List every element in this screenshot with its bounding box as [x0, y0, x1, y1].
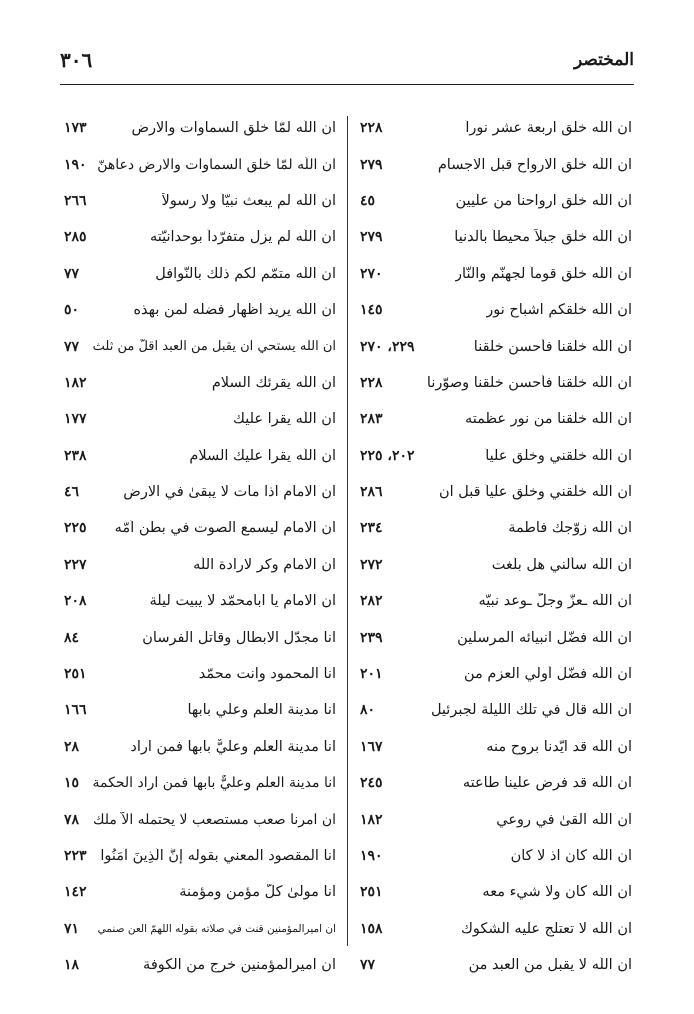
- entry-page-number: ٢٠١: [360, 666, 383, 683]
- index-entry: [62, 474, 336, 510]
- index-entry: [62, 801, 336, 837]
- entry-text: ان اللّه لا تعتلج عليه الشكوك: [460, 920, 632, 937]
- entry-text: ان اميرالمؤمنين قنت في صلاته بقوله اللّهمّ العن صنمي: [97, 922, 336, 935]
- index-entry: [62, 765, 336, 801]
- entry-page-number: ٢٧٢: [360, 556, 383, 573]
- entry-page-number: ٥٠: [64, 302, 80, 319]
- entry-text: ان اللّه خلقني وخلق علياً قبل ان: [439, 484, 632, 501]
- index-entry: [358, 947, 632, 983]
- entry-page-number: ٢٤٥: [360, 775, 383, 792]
- entry-text: ان اللّه قد فرض علينا طاعته: [462, 775, 632, 792]
- entry-page-number: ٢٢٨: [360, 374, 383, 391]
- entry-text: انا المحمود وانت محمّد: [198, 666, 336, 683]
- entry-page-number: ٢٨٣: [360, 411, 383, 428]
- entry-text: ان اللّه خلقنا من نور عظمته: [464, 411, 632, 428]
- entry-page-number: ١٩٠: [64, 156, 87, 173]
- entry-text: ان اللّه قال في تلك الليلة لجبرئيل: [430, 702, 632, 719]
- index-entry: [62, 110, 336, 146]
- index-entry: [62, 183, 336, 219]
- entry-text: ان اللّه يريد اظهار فضله لمن بهذه: [133, 302, 336, 319]
- index-entry: [62, 583, 336, 619]
- entry-text: ان اللّه يستحي ان يقبل من العبد اقلّ من ثلث: [92, 339, 336, 355]
- column-divider: [347, 116, 348, 946]
- entry-text: ان اللّه لا يقبل من العبد من: [468, 957, 632, 974]
- entry-text: انا مدينة العلم وعليٌّ بابها فمن اراد الحكمة: [92, 775, 336, 792]
- entry-page-number: ٢٢٩، ٢٧٠: [360, 338, 415, 355]
- index-entry: [62, 256, 336, 292]
- entry-page-number: ١٨: [64, 957, 80, 974]
- entry-text: ان الامام ليسمع الصوت في بطن اُمّه: [114, 520, 336, 537]
- entry-text: ان اللّه القىٰ في روعي: [496, 811, 632, 828]
- entry-text: ان اللّه فضّل أولي العزم من: [464, 666, 632, 683]
- entry-text: ان اللّه متمّم لكم ذلك بالنّوافل: [155, 265, 336, 282]
- index-column-left: [62, 110, 336, 983]
- entry-page-number: ٢٥١: [64, 666, 87, 683]
- entry-text: ان اللّه خلق قوماً لجهنّم والنّار: [455, 265, 632, 282]
- entry-page-number: ٢٢٧: [64, 556, 87, 573]
- entry-page-number: ٢٦٦: [64, 192, 87, 209]
- entry-text: ان اللّه خلق اربعة عشر نوراً: [465, 120, 632, 137]
- index-entry: [358, 619, 632, 655]
- index-entry: [62, 947, 336, 983]
- entry-text: ان اللّه لمّا خلق السماوات والارض: [131, 120, 336, 137]
- index-entry: [358, 547, 632, 583]
- index-entry: [62, 838, 336, 874]
- index-entry: [358, 510, 632, 546]
- entry-page-number: ٢٧٩: [360, 156, 383, 173]
- entry-page-number: ١٦٦: [64, 702, 87, 719]
- index-entry: [62, 365, 336, 401]
- index-entry: [358, 474, 632, 510]
- entry-page-number: ٢٢٨: [360, 120, 383, 137]
- entry-text: ان اللّه سألني هل بلّغت: [491, 556, 632, 573]
- entry-text: ان اللّه كان ولا شيء معه: [482, 884, 632, 901]
- entry-text: ان اميرالمؤمنين خرج من الكوفة: [143, 957, 336, 974]
- index-entry: [358, 438, 632, 474]
- entry-page-number: ٢٣٤: [360, 520, 383, 537]
- index-entry: [358, 911, 632, 947]
- entry-text: ان الامام اذا مات لا يبقىٰ في الارض: [123, 484, 336, 501]
- entry-page-number: ٤٥: [360, 192, 376, 209]
- index-entry: [358, 256, 632, 292]
- entry-page-number: ٧٧: [64, 265, 80, 282]
- entry-text: ان الامام يا ابامحمّد لا يبيت ليلة: [149, 593, 336, 610]
- entry-page-number: ٧٧: [360, 957, 376, 974]
- entry-page-number: ١٦٧: [360, 738, 383, 755]
- index-entry: [358, 765, 632, 801]
- entry-page-number: ٢٣٩: [360, 629, 383, 646]
- index-entry: [62, 510, 336, 546]
- entry-page-number: ٢٢٣: [64, 848, 87, 864]
- index-entry: [358, 110, 632, 146]
- entry-text: ان اللّه يقرئك السلام: [211, 374, 336, 391]
- entry-text: ان اللّه فضّل انبيائه المرسلين: [457, 629, 632, 646]
- entry-text: ان اللّه ـعزّ وجلّ ـوعد نبيّه: [478, 593, 632, 610]
- entry-text: انا مدينة العلم وعليٌّ بابها فمن اراد: [130, 738, 336, 755]
- entry-text: ان اللّه لمّا خلق السماوات والارض دعاهنّ: [97, 156, 336, 173]
- page-number: ٣٠٦: [60, 48, 93, 72]
- index-entry: [62, 656, 336, 692]
- entry-page-number: ٢٠٨: [64, 593, 87, 610]
- entry-page-number: ١٧٧: [64, 411, 87, 428]
- index-entry: [358, 692, 632, 728]
- entry-page-number: ٢٧٠: [360, 265, 383, 282]
- entry-page-number: ٢٠٢، ٢٢٥: [360, 447, 415, 464]
- index-entry: [358, 656, 632, 692]
- entry-text: ان اللّه خلق ارواحنا من علّيين: [455, 192, 632, 209]
- entry-text: ان اللّه يقرا عليك: [233, 411, 336, 428]
- entry-page-number: ١٥٨: [360, 920, 383, 937]
- entry-page-number: ٧١: [64, 920, 80, 937]
- entry-text: انا مجدّل الابطال وقاتل الفرسان: [142, 629, 336, 646]
- entry-page-number: ٢٥١: [360, 884, 383, 901]
- index-entry: [62, 438, 336, 474]
- index-entry: [358, 146, 632, 182]
- entry-page-number: ١٧٣: [64, 120, 87, 137]
- entry-text: ان اللّه يقرا عليك السلام: [189, 447, 336, 464]
- index-entry: [358, 219, 632, 255]
- entry-page-number: ٢٢٥: [64, 520, 87, 537]
- index-entry: [358, 729, 632, 765]
- index-entry: [62, 292, 336, 328]
- index-entry: [358, 183, 632, 219]
- index-entry: [62, 692, 336, 728]
- index-entry: [62, 146, 336, 182]
- index-entry: [62, 619, 336, 655]
- entry-page-number: ١٨٢: [360, 811, 383, 828]
- entry-text: ان اللّه قد ايّدنا بروح منه: [486, 738, 632, 755]
- index-entry: [358, 365, 632, 401]
- entry-page-number: ٢٨: [64, 738, 80, 755]
- entry-text: ان اللّه خلقنا فأحسن خلقنا وصوّرنا: [426, 374, 632, 391]
- entry-page-number: ٢٣٨: [64, 447, 87, 464]
- index-entry: [358, 328, 632, 364]
- index-column-right: [358, 110, 632, 983]
- page-header: [60, 48, 634, 80]
- entry-text: ان اللّه خلق جبلاً محيطاً بالدنيا: [454, 229, 632, 246]
- entry-page-number: ٨٠: [360, 702, 376, 719]
- entry-page-number: ٨٤: [64, 629, 80, 646]
- index-entry: [62, 911, 336, 947]
- entry-page-number: ٢٧٩: [360, 229, 383, 246]
- index-entry: [358, 583, 632, 619]
- entry-page-number: ١٨٢: [64, 374, 87, 391]
- entry-page-number: ٢٨٢: [360, 593, 383, 610]
- entry-text: ان اللّه خلقني وخلق علياً: [485, 447, 632, 464]
- entry-text: ان اللّه زوّجك فاطمة: [508, 520, 632, 537]
- entry-text: ان اللّه لم يزل متفرّداً بوحدانيّته: [149, 229, 336, 246]
- index-entry: [358, 838, 632, 874]
- entry-text: ان الامام وكر لارادة اللّه: [193, 556, 336, 573]
- entry-text: ان اللّه خلق الارواح قبل الاجسام: [437, 156, 632, 173]
- entry-page-number: ٧٨: [64, 811, 80, 828]
- entry-text: ان اللّه لم يبعث نبيّاً ولا رسولاً: [161, 192, 336, 209]
- entry-text: ان امرنا صعب مستصعب لا يحتمله الاّ ملك: [92, 811, 336, 828]
- index-entry: [62, 874, 336, 910]
- index-entry: [358, 874, 632, 910]
- entry-page-number: ٢٨٥: [64, 229, 87, 246]
- entry-page-number: ١٤٢: [64, 884, 87, 901]
- index-entry: [358, 292, 632, 328]
- entry-page-number: ١٥: [64, 775, 80, 792]
- entry-text: انا المقصود المعني بقوله إِنَّ الَّذِينَ آمَنُوا: [100, 848, 336, 864]
- entry-text: ان اللّه كان اذ لا كان: [510, 848, 632, 864]
- entry-page-number: ١٩٠: [360, 848, 383, 864]
- entry-text: ان اللّه خلقكم اشباح نور: [486, 302, 632, 319]
- index-entry: [358, 401, 632, 437]
- index-entry: [62, 729, 336, 765]
- entry-text: انا مولىٰ كلّ مؤمن ومؤمنة: [179, 884, 336, 901]
- header-rule: [60, 84, 634, 85]
- entry-page-number: ٧٧: [64, 338, 80, 355]
- entry-text: ان اللّه خلقنا فأحسن خلقنا: [473, 338, 632, 355]
- index-entry: [62, 219, 336, 255]
- index-entry: [62, 547, 336, 583]
- entry-text: انا مدينة العلم وعلي بابها: [187, 702, 336, 719]
- index-entry: [62, 328, 336, 364]
- entry-page-number: ٤٦: [64, 484, 80, 501]
- running-title: المختصر: [574, 50, 634, 70]
- entry-page-number: ٢٨٦: [360, 484, 383, 501]
- index-entry: [62, 401, 336, 437]
- index-entry: [358, 801, 632, 837]
- entry-page-number: ١٤٥: [360, 302, 383, 319]
